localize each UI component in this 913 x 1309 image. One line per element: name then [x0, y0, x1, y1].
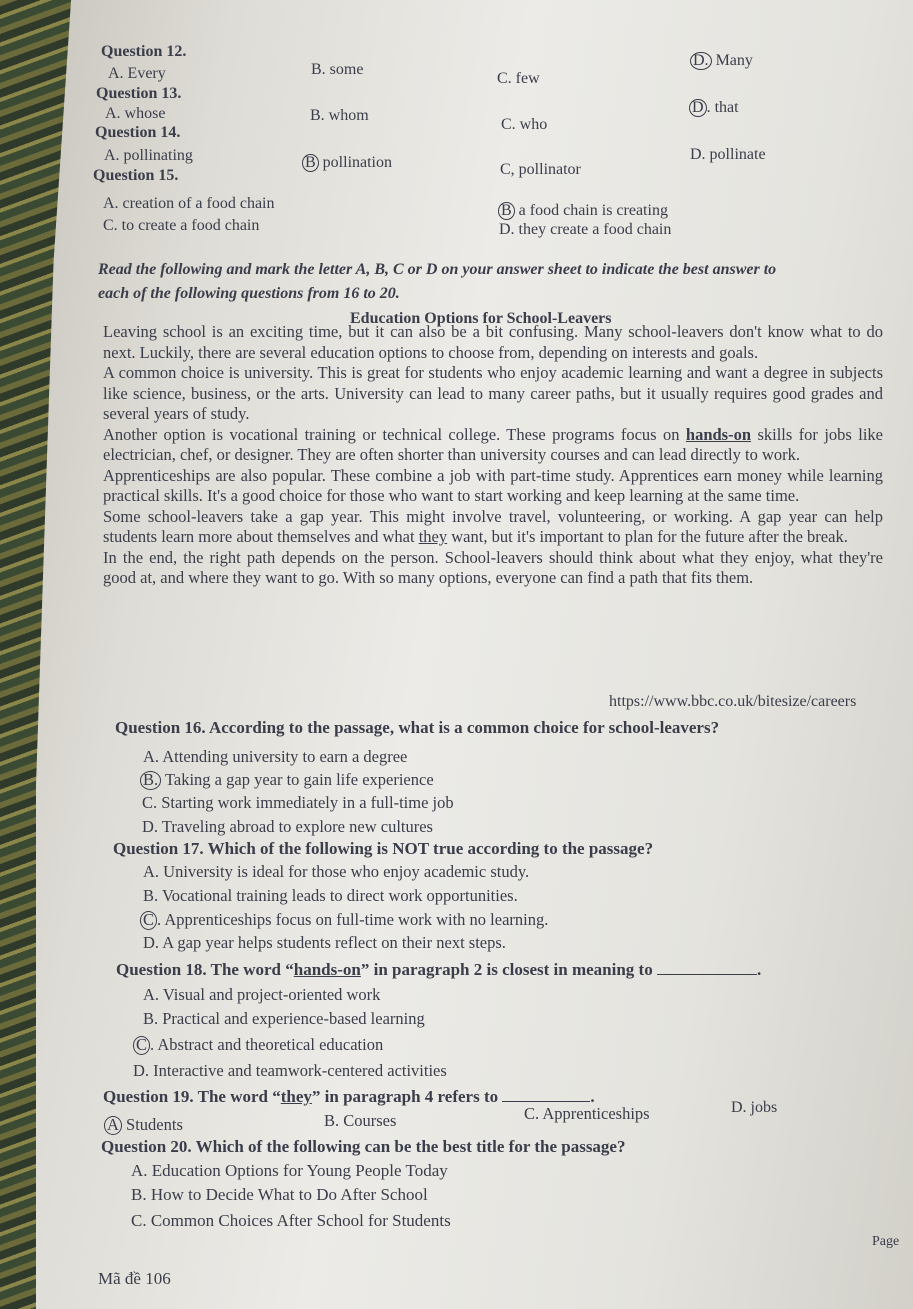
q12-option-b: B. some — [311, 61, 364, 78]
source-url: https://www.bbc.co.uk/bitesize/careers — [609, 693, 857, 710]
q19-option-d: D. jobs — [731, 1099, 778, 1116]
q14-option-a: A. pollinating — [104, 147, 193, 164]
passage-title: Education Options for School-Leavers — [350, 310, 612, 327]
q18-option-c — [133, 1036, 383, 1055]
q17-option-b: B. Vocational training leads to direct work opportunities. — [143, 886, 518, 905]
q16-option-d: D. Traveling abroad to explore new cultures — [142, 817, 433, 836]
q19-option-b: B. Courses — [324, 1111, 397, 1130]
q13-option-d — [689, 99, 739, 117]
q15-option-b — [498, 202, 668, 220]
q17-stem: Question 17. Which of the following is NOT true according to the passage? — [113, 839, 654, 858]
q12-option-d — [690, 52, 753, 70]
q15-label: Question 15. — [93, 167, 179, 184]
q16-answer-circle: B. — [140, 771, 161, 790]
q13-label: Question 13. — [96, 85, 182, 102]
q20-option-b: B. How to Decide What to Do After School — [131, 1185, 428, 1204]
paragraph-6: In the end, the right path depends on the person. School-leavers should think about what they enjoy, what they're good at, and where they want to go. With so many options, everyone can find a path that fits them. — [103, 547, 883, 587]
q18-stem: Question 18. The word “hands-on” in paragraph 2 is closest in meaning to . — [116, 960, 762, 979]
q14-answer-circle: B — [302, 154, 319, 172]
q18-blank — [657, 974, 757, 975]
q12-option-c: C. few — [497, 70, 540, 87]
q17-option-a: A. University is ideal for those who enjoy academic study. — [143, 862, 530, 881]
q15-option-c: C. to create a food chain — [103, 217, 260, 234]
q16-option-b — [140, 771, 434, 790]
they-underlined: they — [418, 527, 448, 546]
q13-option-c: C. who — [501, 116, 548, 133]
q14-label: Question 14. — [95, 124, 181, 141]
paragraph-5-part-1: Some school-leavers take a gap year. This might involve travel, volunteering, or working. A gap year can help students learn more about themselves and what — [103, 506, 883, 546]
q13-answer-circle: D — [689, 99, 707, 117]
paragraph-3-part-2: skills for jobs like electrician, chef, or designer. They are often shorter than university courses and can lead directly to work. — [103, 424, 883, 464]
q15-option-b-text: a food chain is creating — [518, 202, 668, 219]
q20-stem: Question 20. Which of the following can be the best title for the passage? — [101, 1137, 626, 1156]
q12-answer-circle: D. — [690, 52, 712, 70]
q15-option-d: D. they create a food chain — [499, 221, 672, 238]
q16-stem: Question 16. According to the passage, what is a common choice for school-leavers? — [115, 718, 720, 737]
q12-option-d-text: Many — [715, 52, 753, 69]
paragraph-3 — [103, 425, 883, 466]
hands-on-underlined: hands-on — [685, 424, 752, 444]
q16-option-a: A. Attending university to earn a degree — [143, 747, 408, 766]
q20-option-a: A. Education Options for Young People Today — [131, 1161, 448, 1180]
paragraph-3-part-1: Another option is vocational training or technical college. These programs focus on — [103, 424, 686, 444]
q18-stem-part-2: ” in paragraph 2 is closest in meaning to — [360, 960, 653, 979]
q16-option-b-text: Taking a gap year to gain life experience — [161, 770, 434, 789]
q15-answer-circle: B — [498, 202, 515, 220]
q19-option-a — [104, 1116, 183, 1135]
q12-option-a: A. Every — [108, 65, 166, 82]
paragraph-5-part-2: want, but it's important to plan for the future after the break. — [447, 527, 848, 546]
q17-option-c — [140, 911, 548, 930]
q17-option-d: D. A gap year helps students reflect on their next steps. — [143, 933, 506, 952]
q17-answer-circle: C — [140, 911, 157, 930]
q18-stem-part-1: Question 18. The word “ — [116, 960, 294, 979]
q18-option-d: D. Interactive and teamwork-centered activities — [133, 1061, 447, 1080]
q19-blank — [502, 1101, 590, 1102]
q19-option-a-text: Students — [121, 1115, 183, 1134]
q19-stem-word: they — [280, 1087, 312, 1106]
q15-option-a: A. creation of a food chain — [103, 195, 275, 212]
q19-option-c: C. Apprenticeships — [524, 1104, 650, 1123]
paragraph-5 — [103, 507, 883, 548]
q18-stem-word: hands-on — [293, 960, 361, 979]
q13-option-b: B. whom — [310, 107, 369, 124]
paragraph-4: Apprenticeships are also popular. These combine a job with part-time study. Apprentices earn money while learning practical skills. It's a good choice for those who want to start working and keep learning at the same time. — [103, 465, 883, 505]
page-label: Page — [872, 1234, 900, 1249]
q14-option-b — [302, 154, 392, 172]
q19-stem-part-2: ” in paragraph 4 refers to — [311, 1087, 499, 1106]
q19-answer-circle: A — [104, 1116, 122, 1135]
paragraph-1: Leaving school is an exciting time, but it can also be a bit confusing. Many school-leavers don't know what to do next. Luckily, there are several education options to choose from, depending on interests and goals. — [103, 322, 883, 362]
q17-option-c-text: . Apprenticeships focus on full-time work with no learning. — [157, 910, 549, 929]
q14-option-b-text: pollination — [322, 154, 392, 171]
q18-option-a: A. Visual and project-oriented work — [143, 985, 381, 1004]
paragraph-2: A common choice is university. This is great for students who enjoy academic learning and want a degree in subjects like science, business, or the arts. University can lead to many career paths, but it usually requires good grades and several years of study. — [103, 363, 883, 423]
q14-option-c: C, pollinator — [500, 161, 581, 178]
instruction-line-2: each of the following questions from 16 to 20. — [98, 285, 400, 302]
q19-stem: Question 19. The word “they” in paragraph 4 refers to . — [103, 1087, 595, 1106]
q13-option-a: A. whose — [105, 105, 166, 122]
q20-option-c: C. Common Choices After School for Students — [131, 1211, 451, 1230]
q12-label: Question 12. — [101, 43, 187, 60]
instruction-line-1: Read the following and mark the letter A, B, C or D on your answer sheet to indicate the best answer to — [98, 261, 777, 278]
q18-option-c-text: . Abstract and theoretical education — [150, 1035, 384, 1054]
q19-stem-part-1: Question 19. The word “ — [103, 1087, 281, 1106]
exam-code: Mã đề 106 — [98, 1269, 171, 1288]
q18-answer-circle: C — [133, 1036, 150, 1055]
q13-option-d-text: . that — [706, 99, 739, 116]
q18-option-b: B. Practical and experience-based learning — [143, 1009, 425, 1028]
q14-option-d: D. pollinate — [690, 146, 766, 163]
q16-option-c: C. Starting work immediately in a full-time job — [142, 793, 454, 812]
passage-body — [103, 322, 883, 589]
